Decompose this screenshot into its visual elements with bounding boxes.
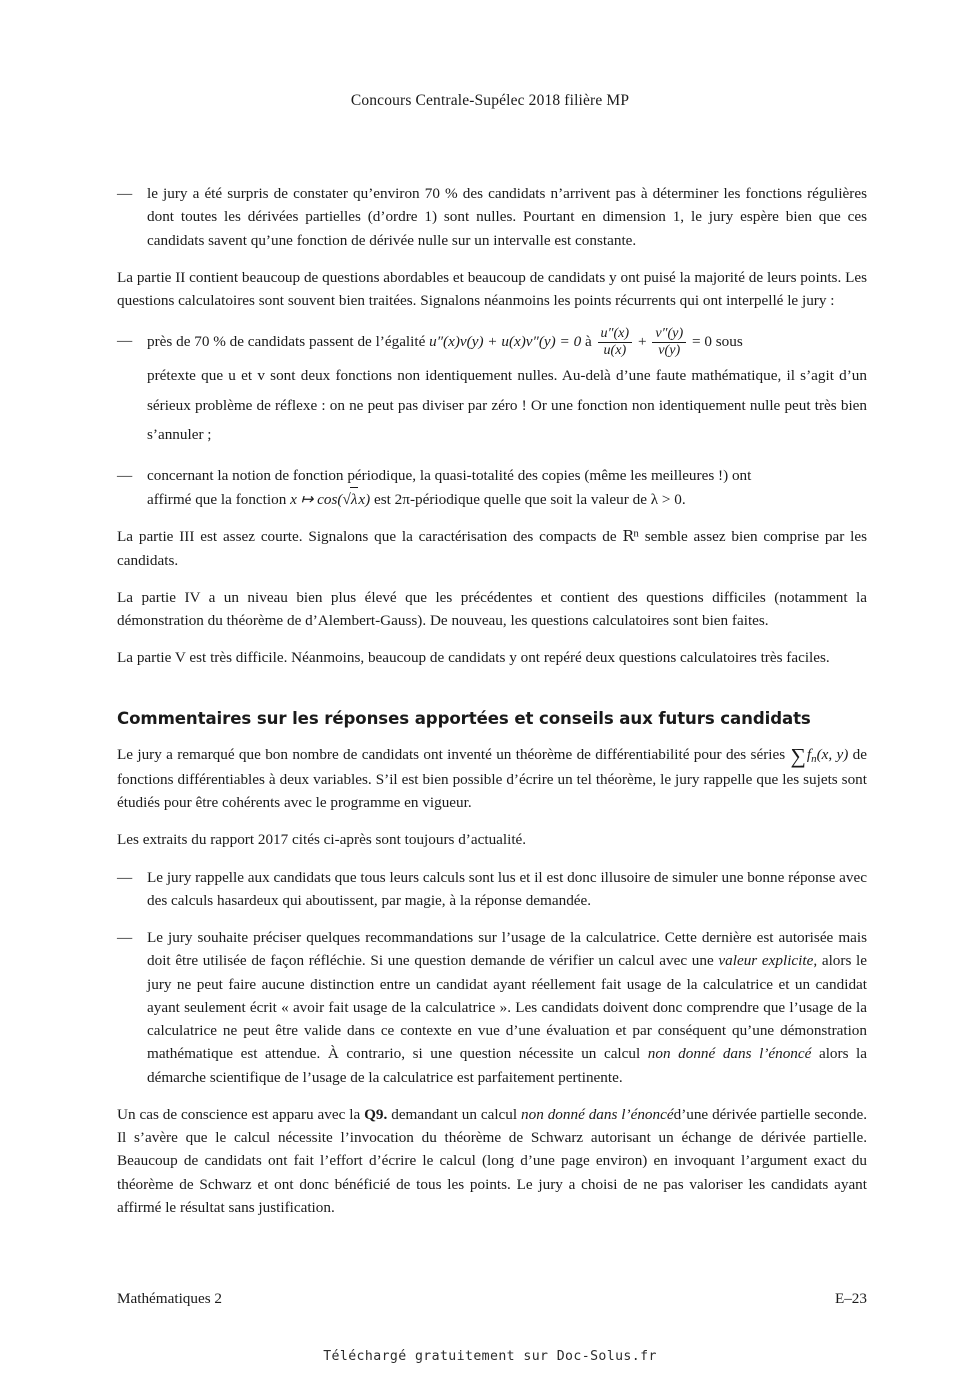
section-heading: Commentaires sur les réponses apportées et conseils aux futurs candidats (117, 708, 811, 728)
emphasis-non-donne: non donné dans l’énoncé (521, 1105, 674, 1123)
list-item-line-2 (147, 487, 867, 511)
plus-sign: + (637, 333, 647, 351)
dash-marker: — (117, 332, 133, 350)
download-notice: Téléchargé gratuitement sur Doc-Solus.fr (323, 1349, 657, 1364)
fraction-numerator: u″(x) (600, 325, 630, 342)
math-equation-2: = 0 (691, 333, 712, 351)
paragraph-partie-3 (117, 525, 867, 572)
math-map-expr: x ↦ cos( (290, 491, 343, 509)
paragraph-partie-5 (117, 646, 867, 669)
header-title: Concours Centrale-Supélec 2018 filière MP (350, 92, 630, 109)
paragraph-text: La partie IV a un niveau bien plus élevé que les précédentes et contient des questions difficiles (notamment la démonstration du théorème de d’Alembert-Gauss). De nouveau, les questions calculatoires sont bien faites. (117, 588, 867, 630)
math-arguments: (x, y) (816, 745, 849, 763)
dash-marker: — (117, 185, 133, 202)
list-item-text-rest: prétexte que u et v sont deux fonctions non identiquement nulles. Au-delà d’une faute mathématique, il s’agit d’un sérieux problème de réflexe : on ne peut pas diviser par zéro ! Or une fonction non identiquement nulle peut très bien s’annuler ; (147, 366, 867, 444)
fraction-numerator: v″(y) (655, 325, 684, 342)
emphasis-valeur-explicite: valeur explicite (718, 952, 814, 970)
paragraph-last (117, 1103, 867, 1219)
math-exponent-n: n (633, 527, 639, 540)
list-item-text: le jury a été surpris de constater qu’environ 70 % des candidats n’arrivent pas à déterminer les fonctions régulières dont toutes les dérivées partielles (d’ordre 1) sont nulles. Pourtant en dimension 1, le jury espère bien que ces candidats savent qu’une fonction de dérivée nulle sur un intervalle est constante. (147, 185, 867, 249)
paragraph-text: La partie V est très difficile. Néanmoins, beaucoup de candidats y ont repéré deux questions calculatoires très faciles. (117, 649, 830, 667)
list-item (117, 926, 867, 1089)
paragraph-text-b: semble assez bien comprise par les candidats. (117, 528, 867, 569)
paragraph-text-a: La partie III est assez courte. Signalons que la caractérisation des compacts de (117, 528, 617, 546)
list-item-text-b: est 2π-périodique quelle que soit la valeur de λ > 0. (374, 491, 686, 509)
fraction-denominator: u(x) (598, 342, 633, 359)
list-item-text-a: affirmé que la fonction (147, 491, 287, 509)
paragraph-text-c: d’une dérivée partielle seconde. Il s’avère que le calcul nécessite l’invocation du théorème de Schwarz autorisant un échange de dérivée partielle. Beaucoup de candidats ont fait l’effort d’écrire le calcul (long d’une page environ) en invoquant l’argument exact du théorème de Schwarz et ont donc bénéficié de tous les points. Le jury a choisi de ne pas valoriser les candidats ayant affirmé le résultat sans justification. (117, 1105, 868, 1216)
fraction-u (598, 326, 633, 359)
paragraph-partie-2 (117, 266, 867, 313)
question-reference: Q9. (364, 1105, 388, 1123)
sqrt-radicand: λ (350, 487, 359, 511)
dash-marker: — (117, 466, 133, 484)
math-map-expr-end: x) (358, 491, 371, 509)
paragraph-text-b: de fonctions différentiables à deux variables. S’il est bien possible d’écrire un tel théorème, le jury rappelle que les sujets sont étudiés pour être cohérents avec le programme en vigueur. (117, 745, 867, 811)
list-item-text-post: sous (715, 333, 743, 351)
paragraph-partie-4 (117, 586, 867, 633)
sum-symbol: ∑ (790, 743, 806, 768)
list-item (117, 464, 867, 512)
page-header (0, 92, 980, 110)
list-item-text-pre: près de 70 % de candidats passent de l’égalité (147, 333, 426, 351)
dash-marker: — (117, 929, 133, 946)
paragraph-text-a: Un cas de conscience est apparu avec la (117, 1105, 361, 1123)
list-item-text-c: alors la démarche scientifique de l’usage de la calculatrice est parfaitement pertinente. (147, 1045, 868, 1086)
fraction-v (652, 326, 686, 359)
list-item (117, 866, 867, 913)
paragraph-text: Les extraits du rapport 2017 cités ci-après sont toujours d’actualité. (117, 831, 527, 849)
sqrt-sign: √ (342, 491, 351, 509)
footer-subject: Mathématiques 2 (117, 1290, 223, 1307)
emphasis-non-donne: non donné dans l’énoncé (647, 1045, 812, 1063)
list-item (117, 326, 867, 450)
math-real-set: R (622, 527, 634, 546)
math-equation-1: u″(x)v(y) + u(x)v″(y) = 0 (429, 333, 582, 351)
list-item-line-1: concernant la notion de fonction périodique, la quasi-totalité des copies (même les meilleures !) ont (147, 466, 752, 484)
paragraph-comments-1 (117, 743, 867, 814)
page-content (117, 182, 867, 1233)
math-subscript-n: n (811, 753, 817, 766)
dash-marker: — (117, 868, 133, 886)
list-item (117, 182, 867, 252)
paragraph-text-a: Le jury a remarqué que bon nombre de candidats ont inventé un théorème de différentiabilité pour des séries (117, 745, 786, 763)
math-function-f: f (806, 745, 812, 763)
list-item-text-b: , alors le jury ne peut faire aucune distinction entre un candidat ayant réellement fait usage de la calculatrice et un candidat ayant seulement écrit « avoir fait usage de la calculatrice ». Les candidats doivent donc comprendre que l’usage de la calculatrice ne peut être valide dans ce contexte en vue d’une évaluation et par conséquent qu’une démonstration mathématique est attendue. À contrario, si une question nécessite un calcul (147, 952, 868, 1063)
footer-page-number: E–23 (834, 1290, 867, 1307)
list-item-text: Le jury rappelle aux candidats que tous leurs calculs sont lus et il est donc illusoire de simuler une bonne réponse avec des calculs hasardeux qui aboutissent, par magie, à la réponse demandée. (147, 868, 867, 909)
math-connector: à (584, 333, 592, 351)
list-item-text-a: Le jury souhaite préciser quelques recommandations sur l’usage de la calculatrice. Cette dernière est autorisée mais doit être utilisée de façon réfléchie. Si une question demande de vérifier un calcul avec une (147, 929, 867, 970)
paragraph-comments-2 (117, 828, 867, 851)
fraction-denominator: v(y) (652, 342, 686, 359)
paragraph-text: La partie II contient beaucoup de questions abordables et beaucoup de candidats y ont puisé la majorité de leurs points. Les questions calculatoires sont souvent bien traitées. Signalons néanmoins les points récurrents qui ont interpellé le jury : (117, 268, 867, 309)
paragraph-text-b: demandant un calcul (391, 1105, 518, 1123)
